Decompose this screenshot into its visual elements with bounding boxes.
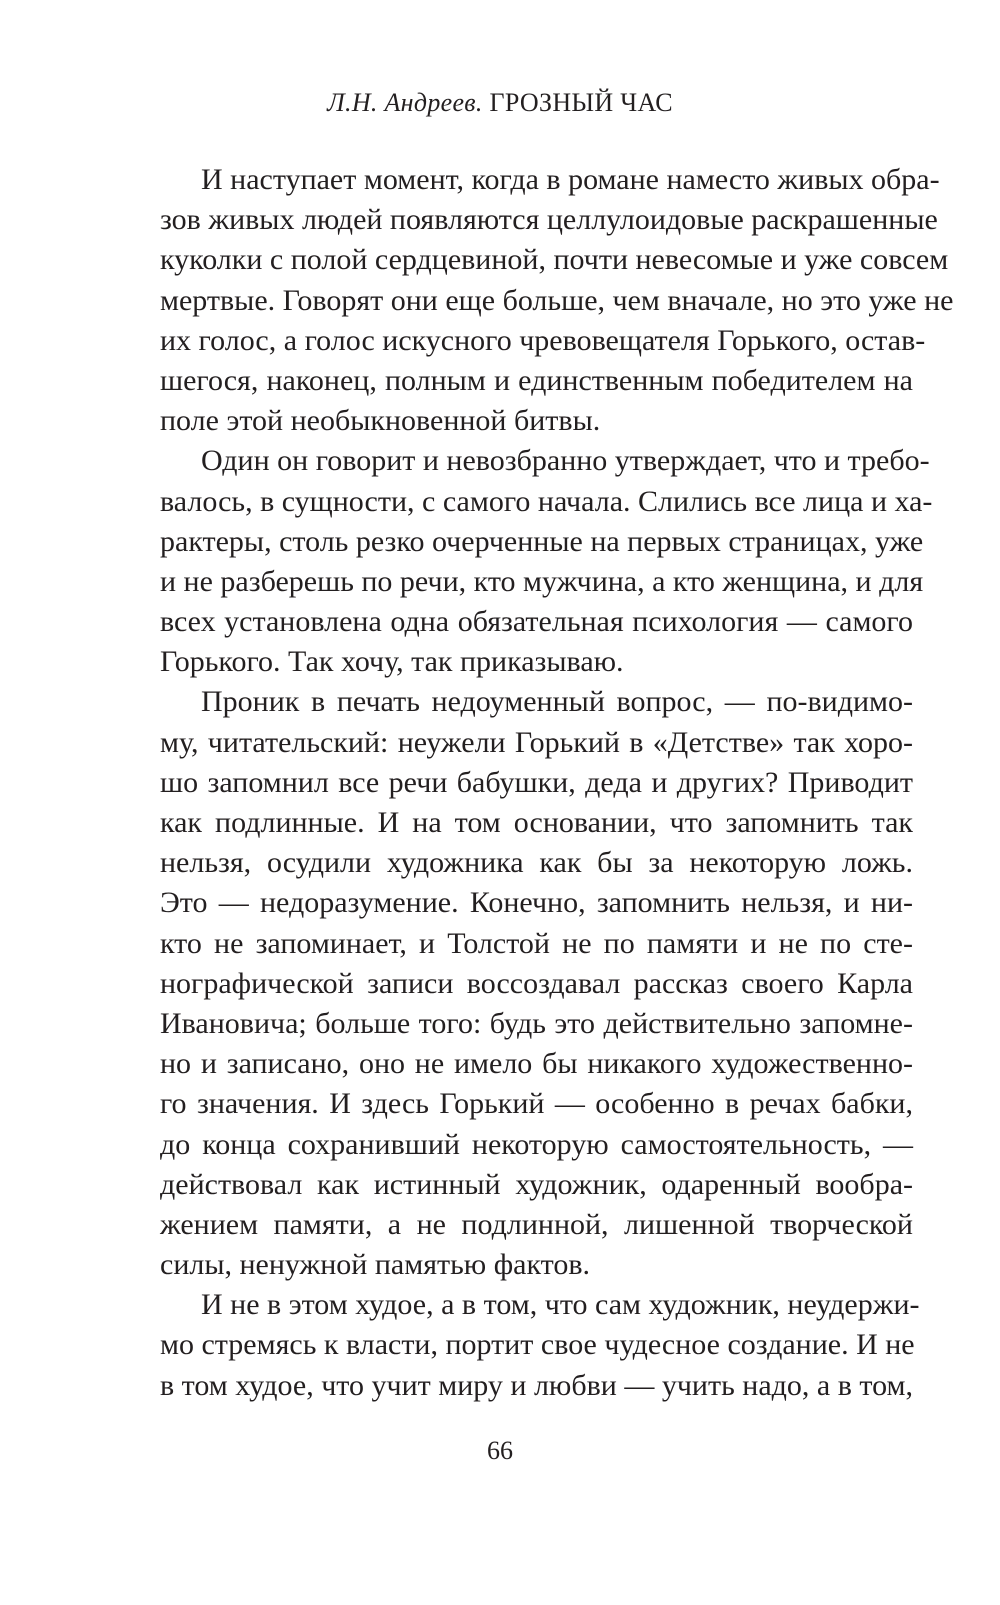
- text-line: но и записано, оно не имело бы никакого художественно-: [160, 1047, 913, 1081]
- text-line: го значения. И здесь Горький — особенно в речах бабки,: [160, 1087, 913, 1121]
- text-line: мо стремясь к власти, портит свое чудесное создание. И не: [160, 1328, 915, 1362]
- text-line: валось, в сущности, с самого начала. Слились все лица и ха-: [160, 484, 933, 518]
- text-line: шегося, наконец, полным и единственным победителем на: [160, 363, 913, 397]
- text-line: Это — недоразумение. Конечно, запомнить нельзя, и ни-: [160, 886, 913, 920]
- text-line: рактеры, столь резко очерченные на первых страницах, уже: [160, 524, 924, 558]
- text-line: кто не запоминает, и Толстой не по памяти и не по сте-: [160, 926, 913, 960]
- text-line: мертвые. Говорят они еще больше, чем вначале, но это уже не: [160, 283, 954, 317]
- running-head-author: Л.Н. Андреев.: [327, 88, 483, 117]
- text-line: действовал как истинный художник, одаренный вообра-: [160, 1167, 913, 1201]
- text-line: И не в этом худое, а в том, что сам художник, неудержи-: [201, 1288, 920, 1322]
- text-line: силы, ненужной памятью фактов.: [160, 1248, 591, 1282]
- text-line: нографической записи воссоздавал рассказ своего Карла: [160, 966, 913, 1000]
- text-line: Один он говорит и невозбранно утверждает, что и требо-: [201, 444, 930, 478]
- text-line: Ивановича; больше того: будь это действительно запомне-: [160, 1006, 913, 1040]
- text-line: му, читательский: неужели Горький в «Детстве» так хоро-: [160, 725, 913, 759]
- body-text: [160, 160, 954, 1406]
- text-line: поле этой необыкновенной битвы.: [160, 404, 601, 438]
- text-line: Проник в печать недоуменный вопрос, — по-видимо-: [201, 685, 913, 719]
- text-line: и не разберешь по речи, кто мужчина, а кто женщина, и для: [160, 564, 924, 598]
- text-line: их голос, а голос искусного чревовещателя Горького, остав-: [160, 323, 926, 357]
- text-line: шо запомнил все речи бабушки, деда и других? Приводит: [160, 765, 913, 799]
- page-number: 66: [487, 1436, 513, 1465]
- text-line: И наступает момент, когда в романе наместо живых обра-: [201, 163, 940, 196]
- running-head: [0, 88, 1000, 118]
- text-line: до конца сохранивший некоторую самостоятельность, —: [160, 1127, 913, 1161]
- text-line: куколки с полой сердцевиной, почти невесомые и уже совсем: [160, 243, 949, 277]
- running-head-title: ГРОЗНЫЙ ЧАС: [489, 88, 673, 117]
- text-line: как подлинные. И на том основании, что запомнить так: [160, 806, 913, 839]
- text-line: нельзя, осудили художника как бы за некоторую ложь.: [160, 846, 913, 880]
- text-line: Горького. Так хочу, так приказываю.: [160, 645, 624, 679]
- text-line: зов живых людей появляются целлулоидовые раскрашенные: [160, 203, 938, 237]
- text-line: всех установлена одна обязательная психология — самого: [160, 605, 913, 639]
- text-line: жением памяти, а не подлинной, лишенной творческой: [160, 1207, 913, 1241]
- text-line: в том худое, что учит миру и любви — учить надо, а в том,: [160, 1368, 914, 1402]
